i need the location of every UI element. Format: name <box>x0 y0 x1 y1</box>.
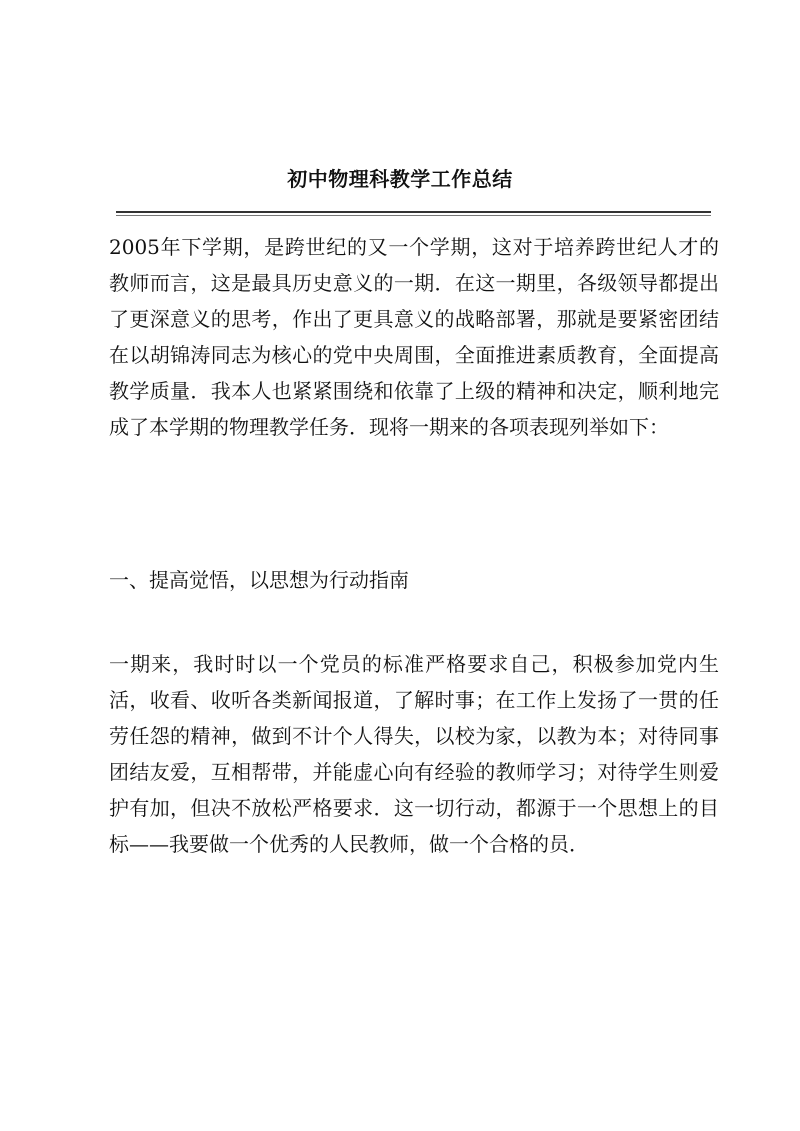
intro-paragraph: 2005年下学期，是跨世纪的又一个学期，这对于培养跨世纪人才的教师而言，这是最具历史意义的一期．在这一期里，各级领导都提出了更深意义的思考，作出了更具意义的战略部署，那就是要紧密团结在以胡锦涛同志为核心的党中央周围，全面推进素质教育，全面提高教学质量．我本人也紧紧围绕和依靠了上级的精神和决定，顺利地完成了本学期的物理教学任务．现将一期来的各项表现列举如下： <box>109 235 719 439</box>
section-heading: 一、提高觉悟，以思想为行动指南 <box>109 568 409 592</box>
title-divider-thin <box>116 215 711 216</box>
title-divider <box>116 211 711 213</box>
section-paragraph: 一期来，我时时以一个党员的标准严格要求自己，积极参加党内生活，收看、收听各类新闻报道，了解时事；在工作上发扬了一贯的任劳任怨的精神，做到不计个人得失，以校为家，以教为本；对待同事团结友爱，互相帮带，并能虚心向有经验的教师学习；对待学生则爱护有加，但决不放松严格要求．这一切行动，都源于一个思想上的目标——我要做一个优秀的人民教师，做一个合格的员． <box>109 652 719 856</box>
document-title: 初中物理科教学工作总结 <box>287 167 513 191</box>
